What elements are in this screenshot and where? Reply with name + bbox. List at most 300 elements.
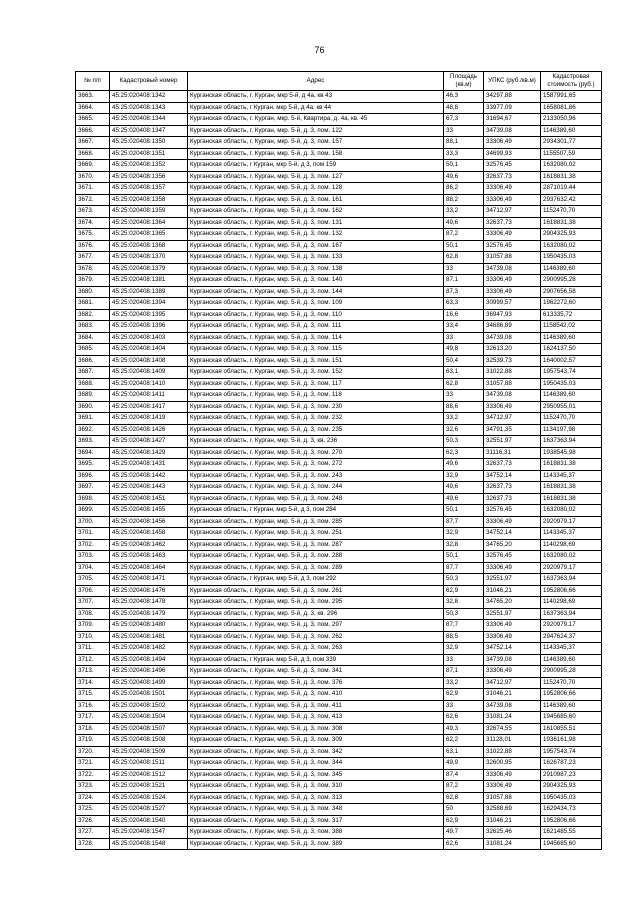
address-cell: Курганская область, г. Курган, мкр. 5-й, д. 3, пом. 287 (188, 539, 444, 551)
row-index-cell: 3705. (76, 574, 110, 586)
address-cell: Курганская область, г. Курган, мкр. 5-й, д. 3, пом. 158 (188, 148, 444, 160)
row-index-cell: 3677. (76, 252, 110, 264)
area-cell: 88,5 (444, 631, 484, 643)
row-index-cell: 3694. (76, 447, 110, 459)
table-row (76, 286, 602, 298)
upks-cell: 32674,55 (484, 723, 541, 735)
row-index-cell: 3701. (76, 528, 110, 540)
row-index-cell: 3665. (76, 114, 110, 126)
cadastral-value-cell: 1618831,38 (541, 459, 602, 471)
address-cell: Курганская область, г. Курган, мкр 5-й, д 4а, кв 43 (188, 91, 444, 103)
area-cell: 49,7 (444, 827, 484, 839)
cadastral-value-cell: 1952806,66 (541, 585, 602, 597)
upks-cell: 33306,49 (484, 286, 541, 298)
cadastral-value-table (75, 71, 602, 850)
row-index-cell: 3670. (76, 171, 110, 183)
address-cell: Курганская область, г. Курган, мкр. 5-й, д. 3, кв. 296 (188, 608, 444, 620)
area-cell: 33,2 (444, 677, 484, 689)
address-cell: Курганская область, г. Курган, мкр. 5-й, д. 3, пом. 263 (188, 643, 444, 655)
area-cell: 62,9 (444, 815, 484, 827)
upks-cell: 32539,73 (484, 355, 541, 367)
table-row (76, 367, 602, 379)
address-cell: Курганская область, г. Курган, мкр. 5-й, д. 3, пом. 140 (188, 275, 444, 287)
area-cell: 86,2 (444, 183, 484, 195)
address-cell: Курганская область, г. Курган, мкр. 5-й, д. 3, пом. 117 (188, 378, 444, 390)
cadastral-number-cell: 45:25:020408:1417 (110, 401, 188, 413)
upks-cell: 34297,88 (484, 91, 541, 103)
upks-cell: 33306,49 (484, 620, 541, 632)
upks-cell: 34739,08 (484, 654, 541, 666)
address-cell: Курганская область, г. Курган, мкр. 5-й, д. 3, пом. 289 (188, 562, 444, 574)
upks-cell: 34752,14 (484, 470, 541, 482)
cadastral-number-cell: 45:25:020408:1501 (110, 689, 188, 701)
address-cell: Курганская область, г. Курган, мкр. 5-й, д. 3, пом. 152 (188, 367, 444, 379)
area-cell: 50,1 (444, 551, 484, 563)
cadastral-value-cell: 1618831,38 (541, 493, 602, 505)
table-header-row (76, 72, 602, 91)
cadastral-value-cell: 1158542,02 (541, 321, 602, 333)
address-cell: Курганская область, г. Курган, мкр. 5-й, д. 3, пом. 413 (188, 712, 444, 724)
table-row (76, 447, 602, 459)
area-cell: 87,7 (444, 562, 484, 574)
address-cell: Курганская область, г. Курган, мкр. 5-й, д. 3, пом. 345 (188, 769, 444, 781)
cadastral-value-cell: 1952806,66 (541, 689, 602, 701)
area-cell: 33 (444, 654, 484, 666)
upks-cell: 34765,20 (484, 539, 541, 551)
cadastral-number-cell: 45:25:020408:1481 (110, 631, 188, 643)
address-cell: Курганская область, г. Курган, мкр. 5-й, Квартира, д. 4а, кв. 45 (188, 114, 444, 126)
address-cell: Курганская область, г. Курган, мкр. 5-й, д. 3, пом. 348 (188, 804, 444, 816)
cadastral-number-cell: 45:25:020408:1379 (110, 263, 188, 275)
area-cell: 67,3 (444, 114, 484, 126)
cadastral-number-cell: 45:25:020408:1476 (110, 585, 188, 597)
cadastral-number-cell: 45:25:020408:1502 (110, 700, 188, 712)
table-row (76, 758, 602, 770)
table-row (76, 183, 602, 195)
cadastral-value-cell: 1587991,65 (541, 91, 602, 103)
area-cell: 87,1 (444, 275, 484, 287)
cadastral-value-cell: 1618831,38 (541, 217, 602, 229)
cadastral-value-cell: 1134197,98 (541, 424, 602, 436)
cadastral-number-cell: 45:25:020408:1511 (110, 758, 188, 770)
row-index-cell: 3674. (76, 217, 110, 229)
cadastral-number-cell: 45:25:020408:1365 (110, 229, 188, 241)
cadastral-value-cell: 2950955,01 (541, 401, 602, 413)
row-index-cell: 3684. (76, 332, 110, 344)
area-cell: 32,8 (444, 597, 484, 609)
cadastral-value-cell: 613335,72 (541, 309, 602, 321)
area-cell: 50,1 (444, 160, 484, 172)
upks-cell: 31081,24 (484, 838, 541, 850)
upks-cell: 31081,24 (484, 712, 541, 724)
row-index-cell: 3685. (76, 344, 110, 356)
row-index-cell: 3693. (76, 436, 110, 448)
cadastral-number-cell: 45:25:020408:1508 (110, 735, 188, 747)
cadastral-value-cell: 1640002,57 (541, 355, 602, 367)
upks-cell: 33306,49 (484, 275, 541, 287)
row-index-cell: 3711. (76, 643, 110, 655)
upks-cell: 31022,88 (484, 746, 541, 758)
upks-cell: 34712,97 (484, 206, 541, 218)
area-cell: 63,3 (444, 298, 484, 310)
address-cell: Курганская область, г. Курган, мкр. 5-й, д. 3, пом. 297 (188, 620, 444, 632)
cadastral-value-cell: 1618831,38 (541, 482, 602, 494)
row-index-cell: 3683. (76, 321, 110, 333)
cadastral-value-cell: 1950435,03 (541, 378, 602, 390)
table-row (76, 620, 602, 632)
table-row (76, 677, 602, 689)
table-row (76, 585, 602, 597)
table-row (76, 355, 602, 367)
cadastral-number-cell: 45:25:020408:1347 (110, 125, 188, 137)
address-cell: Курганская область, г. Курган, мкр. 5-й, д. 3, пом. 376 (188, 677, 444, 689)
table-row (76, 562, 602, 574)
cadastral-number-cell: 45:25:020408:1494 (110, 654, 188, 666)
cadastral-value-cell: 2871019,44 (541, 183, 602, 195)
upks-cell: 34739,08 (484, 390, 541, 402)
area-cell: 32,6 (444, 424, 484, 436)
upks-cell: 33306,49 (484, 194, 541, 206)
cadastral-number-cell: 45:25:020408:1343 (110, 102, 188, 114)
area-cell: 50,3 (444, 574, 484, 586)
cadastral-number-cell: 45:25:020408:1350 (110, 137, 188, 149)
area-cell: 33,4 (444, 321, 484, 333)
area-cell: 49,6 (444, 217, 484, 229)
cadastral-value-cell: 1146389,60 (541, 263, 602, 275)
cadastral-number-cell: 45:25:020408:1527 (110, 804, 188, 816)
row-index-cell: 3687. (76, 367, 110, 379)
upks-cell: 31046,21 (484, 585, 541, 597)
address-cell: Курганская область, г. Курган, мкр. 5-й, д. 3, пом. 313 (188, 792, 444, 804)
area-cell: 33,2 (444, 413, 484, 425)
row-index-cell: 3679. (76, 275, 110, 287)
row-index-cell: 3721. (76, 758, 110, 770)
cadastral-number-cell: 45:25:020408:1509 (110, 746, 188, 758)
cadastral-number-cell: 45:25:020408:1409 (110, 367, 188, 379)
table-row (76, 631, 602, 643)
area-cell: 49,6 (444, 171, 484, 183)
table-row (76, 804, 602, 816)
address-cell: Курганская область, г. Курган, мкр. 5-й, д. 3, пом. 133 (188, 252, 444, 264)
cadastral-number-cell: 45:25:020408:1342 (110, 91, 188, 103)
upks-cell: 34739,08 (484, 263, 541, 275)
cadastral-value-cell: 1146389,60 (541, 125, 602, 137)
area-cell: 49,6 (444, 459, 484, 471)
cadastral-value-cell: 2133050,96 (541, 114, 602, 126)
row-index-cell: 3686. (76, 355, 110, 367)
address-cell: Курганская область, г. Курган, мкр. 5-й, д. 3, кв. 236 (188, 436, 444, 448)
cadastral-number-cell: 45:25:020408:1496 (110, 666, 188, 678)
cadastral-value-cell: 1637363,94 (541, 436, 602, 448)
upks-cell: 34712,97 (484, 413, 541, 425)
area-cell: 88,1 (444, 137, 484, 149)
table-row (76, 539, 602, 551)
header-cadastral-value: Кадастровая стоимость (руб.) (541, 72, 602, 91)
cadastral-value-cell: 2900995,28 (541, 666, 602, 678)
area-cell: 50,3 (444, 608, 484, 620)
table-row (76, 217, 602, 229)
cadastral-number-cell: 45:25:020408:1408 (110, 355, 188, 367)
table-row (76, 666, 602, 678)
table-row (76, 781, 602, 793)
table-row (76, 723, 602, 735)
cadastral-value-cell: 2904325,93 (541, 229, 602, 241)
row-index-cell: 3725. (76, 804, 110, 816)
cadastral-number-cell: 45:25:020408:1352 (110, 160, 188, 172)
row-index-cell: 3695. (76, 459, 110, 471)
address-cell: Курганская область, г. Курган, мкр. 5-й, д. 3, пом. 270 (188, 447, 444, 459)
area-cell: 32,8 (444, 539, 484, 551)
row-index-cell: 3667. (76, 137, 110, 149)
cadastral-value-cell: 1152470,70 (541, 206, 602, 218)
row-index-cell: 3727. (76, 827, 110, 839)
cadastral-value-cell: 1143345,37 (541, 528, 602, 540)
cadastral-value-cell: 2920979,17 (541, 516, 602, 528)
table-row (76, 148, 602, 160)
upks-cell: 34791,35 (484, 424, 541, 436)
cadastral-value-cell: 1945685,60 (541, 838, 602, 850)
row-index-cell: 3691. (76, 413, 110, 425)
table-row (76, 597, 602, 609)
address-cell: Курганская область, г. Курган, мкр. 5-й, д. 3, пом. 243 (188, 470, 444, 482)
address-cell: Курганская область, г. Курган, мкр. 5-й, д. 3, пом. 131 (188, 217, 444, 229)
area-cell: 50,1 (444, 505, 484, 517)
header-index: № п/п (76, 72, 110, 91)
cadastral-number-cell: 45:25:020408:1471 (110, 574, 188, 586)
address-cell: Курганская область, г. Курган, мкр. 5-й, д. 3, пом. 262 (188, 631, 444, 643)
table-row (76, 206, 602, 218)
table-row (76, 470, 602, 482)
table-row (76, 574, 602, 586)
cadastral-value-cell: 1146389,60 (541, 700, 602, 712)
upks-cell: 32576,45 (484, 551, 541, 563)
cadastral-number-cell: 45:25:020408:1403 (110, 332, 188, 344)
cadastral-number-cell: 45:25:020408:1521 (110, 781, 188, 793)
upks-cell: 31022,88 (484, 367, 541, 379)
cadastral-number-cell: 45:25:020408:1547 (110, 827, 188, 839)
address-cell: Курганская область, г. Курган, мкр. 5-й, д. 3, пом. 127 (188, 171, 444, 183)
upks-cell: 31128,01 (484, 735, 541, 747)
area-cell: 50,3 (444, 436, 484, 448)
area-cell: 33 (444, 125, 484, 137)
table-row (76, 516, 602, 528)
upks-cell: 33306,49 (484, 769, 541, 781)
address-cell: Курганская область, г. Курган, мкр. 5-й, д. 3, пом. 344 (188, 758, 444, 770)
cadastral-number-cell: 45:25:020408:1482 (110, 643, 188, 655)
upks-cell: 32637,73 (484, 171, 541, 183)
table-row (76, 838, 602, 850)
address-cell: Курганская область, г. Курган, мкр. 5-й, д. 3, пом. 138 (188, 263, 444, 275)
table-row (76, 528, 602, 540)
row-index-cell: 3676. (76, 240, 110, 252)
cadastral-number-cell: 45:25:020408:1442 (110, 470, 188, 482)
cadastral-value-cell: 1143345,37 (541, 643, 602, 655)
upks-cell: 32551,97 (484, 608, 541, 620)
address-cell: Курганская область, г. Курган, мкр. 5-й, д. 3, пом. 114 (188, 332, 444, 344)
upks-cell: 32576,45 (484, 160, 541, 172)
upks-cell: 33306,49 (484, 516, 541, 528)
table-row (76, 735, 602, 747)
upks-cell: 32637,73 (484, 459, 541, 471)
area-cell: 87,3 (444, 286, 484, 298)
cadastral-number-cell: 45:25:020408:1395 (110, 309, 188, 321)
upks-cell: 32637,73 (484, 217, 541, 229)
table-row (76, 815, 602, 827)
area-cell: 87,1 (444, 666, 484, 678)
address-cell: Курганская область, г. Курган, мкр. 5-й, д. 3, пом. 118 (188, 390, 444, 402)
address-cell: Курганская область, г. Курган, мкр. 5-й, д. 3, пом. 132 (188, 229, 444, 241)
cadastral-value-cell: 1950435,03 (541, 252, 602, 264)
cadastral-value-cell: 2920979,17 (541, 562, 602, 574)
table-row (76, 344, 602, 356)
cadastral-value-cell: 2934301,77 (541, 137, 602, 149)
table-row (76, 275, 602, 287)
address-cell: Курганская область, г. Курган, мкр. 5-й, д. 3, пом. 288 (188, 551, 444, 563)
cadastral-value-cell: 2910987,23 (541, 769, 602, 781)
cadastral-number-cell: 45:25:020408:1358 (110, 194, 188, 206)
cadastral-number-cell: 45:25:020408:1381 (110, 275, 188, 287)
row-index-cell: 3726. (76, 815, 110, 827)
table-row (76, 459, 602, 471)
upks-cell: 34739,08 (484, 125, 541, 137)
cadastral-number-cell: 45:25:020408:1370 (110, 252, 188, 264)
table-row (76, 424, 602, 436)
row-index-cell: 3714. (76, 677, 110, 689)
address-cell: Курганская область, г Курган, мкр 5-й, д 4а, кв 44 (188, 102, 444, 114)
table-row (76, 91, 602, 103)
table-row (76, 413, 602, 425)
address-cell: Курганская область, г. Курган, мкр. 5-й, д. 3, пом. 388 (188, 827, 444, 839)
area-cell: 62,3 (444, 447, 484, 459)
cadastral-value-cell: 2907656,58 (541, 286, 602, 298)
table-row (76, 102, 602, 114)
area-cell: 33,3 (444, 148, 484, 160)
table-row (76, 551, 602, 563)
header-area: Площадь (кв.м) (444, 72, 484, 91)
area-cell: 16,6 (444, 309, 484, 321)
upks-cell: 33306,49 (484, 137, 541, 149)
cadastral-value-cell: 1957543,74 (541, 367, 602, 379)
row-index-cell: 3719. (76, 735, 110, 747)
address-cell: Курганская область, г. Курган, мкр. 5-й, д. 3, пом. 128 (188, 183, 444, 195)
area-cell: 62,6 (444, 838, 484, 850)
cadastral-number-cell: 45:25:020408:1410 (110, 378, 188, 390)
area-cell: 63,1 (444, 367, 484, 379)
address-cell: Курганская область, г. Курган, мкр. 5-й, д. 3, пом. 285 (188, 516, 444, 528)
cadastral-value-cell: 1950435,03 (541, 792, 602, 804)
row-index-cell: 3717. (76, 712, 110, 724)
address-cell: Курганская область, г. Курган, мкр. 5-й, д. 3, пом. 251 (188, 528, 444, 540)
header-cadastral-number: Кадастровый номер (110, 72, 188, 91)
cadastral-number-cell: 45:25:020408:1504 (110, 712, 188, 724)
table-row (76, 643, 602, 655)
table-row (76, 298, 602, 310)
row-index-cell: 3697. (76, 482, 110, 494)
table-row (76, 125, 602, 137)
address-cell: Курганская область, г. Курган, мкр. 5-й, д. 3, пом. 317 (188, 815, 444, 827)
upks-cell: 32551,97 (484, 436, 541, 448)
upks-cell: 34752,14 (484, 643, 541, 655)
row-index-cell: 3671. (76, 183, 110, 195)
cadastral-value-cell: 1629434,73 (541, 804, 602, 816)
cadastral-value-cell: 1155507,59 (541, 148, 602, 160)
table-row (76, 436, 602, 448)
table-row (76, 482, 602, 494)
upks-cell: 32576,45 (484, 505, 541, 517)
address-cell: Курганская область, г. Курган, мкр. 5-й, д. 3, пом. 244 (188, 482, 444, 494)
row-index-cell: 3704. (76, 562, 110, 574)
cadastral-number-cell: 45:25:020408:1356 (110, 171, 188, 183)
address-cell: Курганская область, г. Курган, мкр. 5-й, д. 3, пом. 122 (188, 125, 444, 137)
upks-cell: 34699,93 (484, 148, 541, 160)
cadastral-value-cell: 1952806,66 (541, 815, 602, 827)
cadastral-number-cell: 45:25:020408:1456 (110, 516, 188, 528)
row-index-cell: 3668. (76, 148, 110, 160)
row-index-cell: 3699. (76, 505, 110, 517)
row-index-cell: 3675. (76, 229, 110, 241)
cadastral-number-cell: 45:25:020408:1507 (110, 723, 188, 735)
upks-cell: 34686,89 (484, 321, 541, 333)
address-cell: Курганская область, г Курган, мкр 5-й, д 3, пом 339 (188, 654, 444, 666)
row-index-cell: 3698. (76, 493, 110, 505)
address-cell: Курганская область, г. Курган, мкр. 5-й, д. 3, пом. 261 (188, 585, 444, 597)
cadastral-number-cell: 45:25:020408:1540 (110, 815, 188, 827)
row-index-cell: 3696. (76, 470, 110, 482)
address-cell: Курганская область, г. Курган, мкр. 5-й, д. 3, пом. 232 (188, 413, 444, 425)
cadastral-number-cell: 45:25:020408:1548 (110, 838, 188, 850)
area-cell: 50,4 (444, 355, 484, 367)
address-cell: Курганская область, г. Курган, мкр. 5-й, д. 3, пом. 111 (188, 321, 444, 333)
area-cell: 63,1 (444, 746, 484, 758)
address-cell: Курганская область, г. Курган, мкр. 5-й, д. 3, пом. 309 (188, 735, 444, 747)
cadastral-value-cell: 1626787,23 (541, 758, 602, 770)
cadastral-number-cell: 45:25:020408:1419 (110, 413, 188, 425)
address-cell: Курганская область, г. Курган, мкр. 5-й, д. 3, пом. 144 (188, 286, 444, 298)
upks-cell: 31694,67 (484, 114, 541, 126)
cadastral-value-cell: 1938545,98 (541, 447, 602, 459)
table-row (76, 654, 602, 666)
row-index-cell: 3720. (76, 746, 110, 758)
row-index-cell: 3703. (76, 551, 110, 563)
row-index-cell: 3722. (76, 769, 110, 781)
row-index-cell: 3673. (76, 206, 110, 218)
upks-cell: 31057,88 (484, 378, 541, 390)
cadastral-number-cell: 45:25:020408:1427 (110, 436, 188, 448)
header-address: Адрес (188, 72, 444, 91)
cadastral-number-cell: 45:25:020408:1404 (110, 344, 188, 356)
row-index-cell: 3712. (76, 654, 110, 666)
cadastral-value-cell: 1610855,51 (541, 723, 602, 735)
upks-cell: 33306,49 (484, 631, 541, 643)
cadastral-value-cell: 2947624,37 (541, 631, 602, 643)
table-row (76, 160, 602, 172)
cadastral-value-cell: 1962272,60 (541, 298, 602, 310)
cadastral-value-cell: 1152470,70 (541, 413, 602, 425)
table-row (76, 792, 602, 804)
area-cell: 62,9 (444, 689, 484, 701)
table-row (76, 769, 602, 781)
cadastral-number-cell: 45:25:020408:1351 (110, 148, 188, 160)
row-index-cell: 3728. (76, 838, 110, 850)
cadastral-number-cell: 45:25:020408:1462 (110, 539, 188, 551)
area-cell: 62,9 (444, 585, 484, 597)
cadastral-number-cell: 45:25:020408:1443 (110, 482, 188, 494)
cadastral-value-cell: 2900995,28 (541, 275, 602, 287)
row-index-cell: 3663. (76, 91, 110, 103)
cadastral-number-cell: 45:25:020408:1499 (110, 677, 188, 689)
upks-cell: 32625,46 (484, 827, 541, 839)
address-cell: Курганская область, г. Курган, мкр. 5-й, д. 3, пом. 162 (188, 206, 444, 218)
